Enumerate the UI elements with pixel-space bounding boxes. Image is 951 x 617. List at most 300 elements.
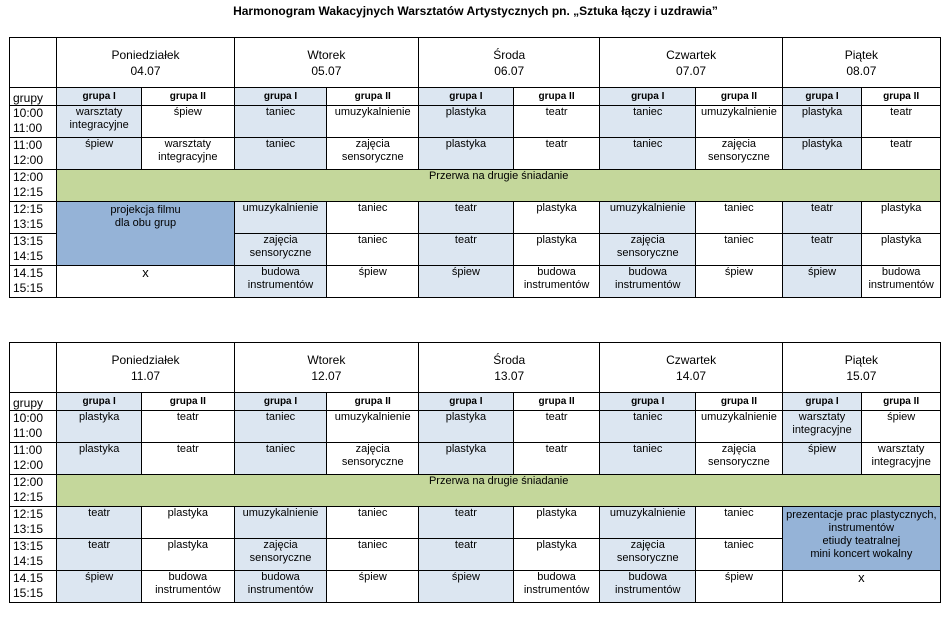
group-1-label: grupa I [782,393,862,411]
activity-cell [327,571,419,603]
activity-cell [513,539,600,571]
activity-text: budowa [881,266,921,278]
time-slot-row [10,138,941,170]
day-header [600,343,782,393]
activity-text: śpiew [85,571,114,583]
activity-cell [327,202,419,234]
activity-cell [327,539,419,571]
activity-cell [862,202,941,234]
activity-cell [696,507,783,539]
time-start: 14.15 [13,571,44,585]
activity-text: budowa [261,571,300,583]
activity-text: teatr [454,202,477,214]
activity-cell [600,202,696,234]
time-end: 13:15 [13,522,44,536]
group-header-row [10,88,941,106]
activity-cell [234,138,327,170]
special-text: etiudy teatralnej [822,535,901,547]
time-start: 12:00 [13,170,44,184]
empty-marker-cell: x [782,571,940,603]
activity-text: teatr [890,106,913,118]
day-header [234,38,418,88]
activity-cell [57,443,142,475]
activity-text: zajęcia [721,138,757,150]
activity-text: taniec [724,234,754,246]
activity-cell [419,266,514,298]
activity-text: taniec [265,411,296,423]
day-date: 07.07 [676,63,707,78]
activity-cell [141,539,234,571]
day-date: 13.07 [494,368,525,383]
activity-text: plastyka [536,234,577,246]
time-cell [10,475,57,507]
activity-cell [600,266,696,298]
activity-text: teatr [811,234,834,246]
activity-cell [141,411,234,443]
activity-cell [862,266,941,298]
corner-cell [10,38,57,88]
activity-text: śpiew [724,266,753,278]
time-end: 14:15 [13,249,44,263]
activity-cell [513,234,600,266]
break-row [10,170,941,202]
activity-text: taniec [265,443,296,455]
activity-cell [782,202,862,234]
activity-text: zajęcia [263,234,298,246]
day-name: Poniedziałek [111,47,180,62]
activity-text: warsztaty [798,411,846,423]
activity-cell [327,266,419,298]
special-text: projekcja filmu [110,204,181,216]
time-end: 11:00 [13,426,43,440]
activity-text: integracyjne [871,456,931,468]
group-1-label: grupa I [600,88,696,106]
activity-cell [419,234,514,266]
group-2-label: grupa II [513,393,600,411]
activity-text: taniec [358,507,388,519]
special-text: prezentacje prac plastycznych, [786,509,937,521]
day-header [782,343,940,393]
time-start: 10:00 [13,411,44,425]
time-start: 11:00 [13,443,43,457]
special-text: dla obu grup [114,217,177,229]
activity-cell [57,539,142,571]
activity-text: sensoryczne [708,151,770,163]
activity-text: plastyka [536,202,577,214]
activity-cell [234,411,327,443]
activity-text: teatr [811,202,834,214]
time-slot-row [10,106,941,138]
day-date: 14.07 [676,368,707,383]
activity-text: umuzykalnienie [701,106,777,118]
time-cell [10,266,57,298]
activity-cell [234,539,327,571]
activity-text: plastyka [536,507,577,519]
activity-cell [234,266,327,298]
activity-text: teatr [545,411,568,423]
activity-cell [141,507,234,539]
day-name: Środa [493,47,526,62]
group-2-label: grupa II [327,88,419,106]
activity-text: integracyjne [158,151,218,163]
activity-cell [141,571,234,603]
time-start: 12:15 [13,507,44,521]
time-cell [10,170,57,202]
activity-text: zajęcia [355,138,390,150]
day-name: Czwartek [666,352,717,367]
schedule-table-week2 [9,342,941,603]
activity-text: teatr [88,539,111,551]
activity-text: plastyka [445,411,487,423]
day-header [234,343,418,393]
activity-text: warsztaty [877,443,925,455]
activity-text: sensoryczne [341,151,404,163]
activity-text: instrumentów [247,584,314,596]
activity-text: sensoryczne [616,552,679,564]
group-2-label: grupa II [141,88,234,106]
activity-cell [696,106,783,138]
activity-text: taniec [633,106,663,118]
activity-text: śpiew [85,138,114,150]
activity-text: plastyka [445,138,487,150]
special-event-cell [57,202,234,266]
day-name: Środa [493,352,526,367]
activity-cell [600,539,696,571]
group-1-label: grupa I [419,88,514,106]
day-name: Poniedziałek [111,352,180,367]
time-end: 15:15 [13,281,44,295]
time-cell [10,234,57,266]
day-date: 06.07 [494,63,525,78]
activity-text: plastyka [536,539,577,551]
activity-text: taniec [633,138,663,150]
activity-text: budowa [628,571,668,583]
group-1-label: grupa I [57,393,142,411]
activity-cell [57,106,142,138]
activity-text: zajęcia [630,234,665,246]
activity-text: sensoryczne [249,552,312,564]
activity-cell [57,411,142,443]
day-date: 08.07 [846,63,877,78]
activity-cell [600,106,696,138]
activity-cell [234,507,327,539]
activity-cell [513,443,600,475]
activity-cell [141,138,234,170]
day-name: Wtorek [307,352,346,367]
activity-text: taniec [724,507,754,519]
activity-text: budowa [168,571,208,583]
activity-text: taniec [633,443,663,455]
day-header [419,343,600,393]
activity-text: zajęcia [263,539,298,551]
activity-cell [57,138,142,170]
activity-text: instrumentów [247,279,314,291]
activity-text: umuzykalnienie [609,507,686,519]
activity-text: umuzykalnienie [334,411,411,423]
group-1-label: grupa I [234,88,327,106]
time-end: 12:15 [13,185,44,199]
time-start: 13:15 [13,234,44,248]
activity-text: integracyjne [69,119,129,131]
activity-cell [419,443,514,475]
activity-text: warsztaty [164,138,212,150]
activity-cell [419,411,514,443]
time-cell [10,539,57,571]
activity-text: śpiew [451,266,480,278]
activity-cell [234,202,327,234]
activity-cell [782,411,862,443]
time-start: 11:00 [13,138,43,152]
time-slot-row [10,411,941,443]
activity-cell [696,411,783,443]
time-cell [10,106,57,138]
activity-text: teatr [545,138,568,150]
activity-cell [696,266,783,298]
activity-text: instrumentów [523,279,590,291]
activity-text: zajęcia [721,443,757,455]
activity-cell [513,266,600,298]
group-2-label: grupa II [141,393,234,411]
time-start: 14.15 [13,266,44,280]
time-cell [10,507,57,539]
time-cell [10,443,57,475]
activity-cell [234,571,327,603]
activity-cell [782,138,862,170]
activity-text: instrumentów [615,584,681,596]
activity-cell [600,411,696,443]
group-2-label: grupa II [696,393,783,411]
schedule-table-week1 [9,37,941,298]
day-header [57,38,234,88]
time-end: 12:15 [13,490,44,504]
activity-text: instrumentów [155,584,221,596]
activity-text: teatr [890,138,913,150]
day-date: 11.07 [130,368,161,383]
activity-text: sensoryczne [616,247,679,259]
activity-text: umuzykalnienie [242,507,319,519]
activity-cell [327,443,419,475]
activity-cell [513,411,600,443]
time-start: 10:00 [13,106,44,120]
activity-text: śpiew [358,571,387,583]
activity-cell [141,106,234,138]
activity-cell [419,202,514,234]
special-text: instrumentów [828,522,895,534]
time-start: 13:15 [13,539,44,553]
activity-cell [782,106,862,138]
activity-cell [234,234,327,266]
activity-cell [696,202,783,234]
activity-text: umuzykalnienie [242,202,319,214]
activity-text: teatr [176,443,199,455]
activity-cell [419,106,514,138]
activity-cell [513,138,600,170]
break-cell: Przerwa na drugie śniadanie [57,170,941,202]
activity-text: warsztaty [75,106,123,118]
time-slot-row [10,202,941,234]
activity-text: budowa [537,571,576,583]
day-date: 05.07 [311,63,342,78]
activity-cell [513,106,600,138]
activity-text: plastyka [167,507,208,519]
groups-label: grupy [10,88,57,106]
activity-text: zajęcia [630,539,665,551]
group-2-label: grupa II [513,88,600,106]
activity-text: plastyka [445,443,487,455]
activity-cell [600,571,696,603]
activity-cell [600,443,696,475]
activity-cell [327,106,419,138]
activity-cell [327,507,419,539]
activity-cell [419,138,514,170]
activity-cell [696,138,783,170]
activity-cell [141,443,234,475]
activity-cell [600,234,696,266]
activity-cell [862,106,941,138]
activity-text: taniec [265,138,296,150]
activity-text: teatr [454,234,477,246]
activity-cell [862,138,941,170]
day-header [419,38,600,88]
activity-text: integracyjne [792,424,852,436]
activity-cell [600,138,696,170]
group-1-label: grupa I [782,88,862,106]
time-slot-row [10,571,941,603]
time-cell [10,138,57,170]
activity-text: plastyka [78,411,120,423]
activity-cell [862,234,941,266]
activity-text: taniec [724,202,754,214]
activity-text: umuzykalnienie [609,202,686,214]
activity-text: sensoryczne [249,247,312,259]
activity-text: plastyka [880,234,922,246]
activity-cell [696,443,783,475]
day-header [782,38,940,88]
activity-cell [862,443,941,475]
group-1-label: grupa I [600,393,696,411]
empty-marker-cell: x [57,266,234,298]
day-name: Piątek [844,352,879,367]
activity-text: instrumentów [523,584,590,596]
activity-text: zajęcia [355,443,390,455]
activity-cell [419,539,514,571]
activity-text: śpiew [807,266,837,278]
activity-text: teatr [88,507,111,519]
activity-text: plastyka [801,106,843,118]
activity-text: plastyka [880,202,922,214]
special-text: mini koncert wokalny [810,548,913,560]
activity-text: instrumentów [868,279,934,291]
time-end: 13:15 [13,217,44,231]
time-slot-row [10,507,941,539]
activity-cell [513,507,600,539]
group-1-label: grupa I [419,393,514,411]
activity-text: taniec [358,202,388,214]
day-header [600,38,782,88]
activity-text: budowa [628,266,668,278]
activity-cell [696,234,783,266]
activity-text: teatr [545,443,568,455]
activity-text: plastyka [78,443,120,455]
activity-cell [862,411,941,443]
time-start: 12:15 [13,202,44,216]
time-slot-row [10,266,941,298]
activity-cell [234,106,327,138]
group-1-label: grupa I [234,393,327,411]
activity-text: plastyka [445,106,487,118]
activity-text: śpiew [724,571,753,583]
activity-text: instrumentów [615,279,681,291]
group-2-label: grupa II [862,393,941,411]
time-cell [10,411,57,443]
activity-text: umuzykalnienie [701,411,777,423]
activity-text: budowa [537,266,576,278]
activity-text: sensoryczne [708,456,770,468]
activity-cell [600,507,696,539]
group-2-label: grupa II [862,88,941,106]
activity-text: śpiew [451,571,480,583]
time-end: 15:15 [13,586,44,600]
activity-text: teatr [454,539,477,551]
time-cell [10,202,57,234]
activity-text: plastyka [167,539,208,551]
corner-cell [10,343,57,393]
activity-cell [696,539,783,571]
group-header-row [10,393,941,411]
time-end: 12:00 [13,153,44,167]
activity-text: budowa [261,266,300,278]
activity-text: umuzykalnienie [334,106,411,118]
activity-text: teatr [454,507,477,519]
activity-cell [782,443,862,475]
activity-cell [234,443,327,475]
day-header-row [10,343,941,393]
activity-cell [419,507,514,539]
activity-text: taniec [633,411,663,423]
time-cell [10,571,57,603]
day-date: 12.07 [311,368,342,383]
activity-text: taniec [724,539,754,551]
day-name: Piątek [844,47,879,62]
group-2-label: grupa II [696,88,783,106]
time-start: 12:00 [13,475,44,489]
activity-cell [419,571,514,603]
day-date: 15.07 [846,368,877,383]
activity-text: teatr [176,411,199,423]
activity-text: sensoryczne [341,456,404,468]
time-end: 14:15 [13,554,44,568]
activity-cell [57,507,142,539]
activity-cell [513,202,600,234]
break-row [10,475,941,507]
groups-label: grupy [10,393,57,411]
day-header-row [10,38,941,88]
day-date: 04.07 [130,63,161,78]
activity-cell [57,571,142,603]
activity-cell [782,266,862,298]
activity-text: śpiew [358,266,387,278]
activity-cell [513,571,600,603]
time-end: 12:00 [13,458,44,472]
activity-text: taniec [265,106,296,118]
group-1-label: grupa I [57,88,142,106]
day-header [57,343,234,393]
break-cell: Przerwa na drugie śniadanie [57,475,941,507]
day-name: Czwartek [666,47,717,62]
time-end: 11:00 [13,121,43,135]
activity-text: taniec [358,539,388,551]
activity-text: śpiew [887,411,916,423]
